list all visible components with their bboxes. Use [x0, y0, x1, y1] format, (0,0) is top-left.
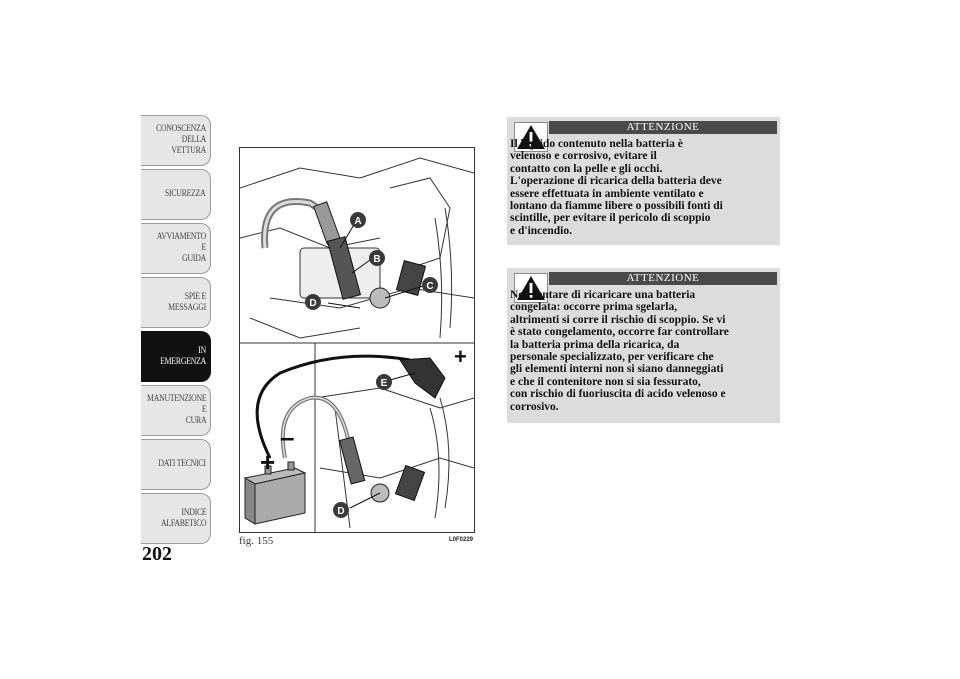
label-d-lower: D — [337, 506, 345, 517]
plus-sign-battery: + — [260, 447, 276, 477]
warning-title: ATTENZIONE — [549, 121, 777, 134]
plus-sign-vehicle: + — [454, 344, 467, 369]
tab-label: CONOSCENZA DELLA VETTURA — [156, 124, 206, 156]
figure-code: L0F0229 — [449, 537, 474, 543]
label-c: C — [426, 281, 434, 292]
label-a: A — [354, 216, 362, 227]
tab-conoscenza-della-vettura[interactable] — [141, 115, 211, 166]
battery-charging-figure — [239, 147, 475, 533]
tab-label: INDICE ALFABETICO — [160, 507, 206, 529]
tab-manutenzione-e-cura[interactable] — [141, 385, 211, 436]
label-e: E — [380, 378, 388, 389]
tab-in-emergenza[interactable] — [141, 331, 211, 382]
tab-dati-tecnici[interactable] — [141, 439, 211, 490]
label-d: D — [309, 298, 317, 309]
tab-label: SICUREZZA — [165, 189, 206, 199]
minus-sign-battery: – — [280, 422, 295, 452]
figure-caption: fig. 155 — [239, 535, 274, 547]
tab-indice-alfabetico[interactable] — [141, 493, 211, 544]
warning-title: ATTENZIONE — [549, 272, 777, 285]
warning-paragraph: Il liquido contenuto nella batteria è velenoso e corrosivo, evitare il contatto con la pelle e gli occhi. L'operazione di ricarica della batteria deve essere effettuata in ambiente ventilato e lontano da fiamme libere o possibili fonti di scintille, per evitare il pericolo di scoppio e d'incendio. — [510, 138, 723, 237]
tab-label: SPIE E MESSAGGI — [168, 291, 206, 313]
warning-paragraph: Non tentare di ricaricare una batteria congelata: occorre prima sgelarla, altrimenti si corre il rischio di scoppio. Se vi è stato congelamento, occorre far controllare la batteria prima della ricarica, da personale specializzato, per verificare che gli elementi interni non si siano danneggiati e che il contenitore non si sia fessurato, con rischio di fuoriuscita di acido velenoso e corrosivo. — [510, 289, 729, 413]
tab-label: MANUTENZIONE E CURA — [146, 394, 206, 426]
warning-box-1 — [507, 117, 780, 245]
tab-spie-e-messaggi[interactable] — [141, 277, 211, 328]
tab-label: IN EMERGENZA — [160, 345, 206, 367]
warning-text — [510, 289, 776, 413]
tab-label: DATI TECNICI — [158, 459, 206, 469]
warning-box-2 — [507, 268, 780, 423]
label-b: B — [373, 254, 381, 265]
page-number: 202 — [142, 543, 172, 565]
battery-illustration — [240, 148, 474, 532]
tab-sicurezza[interactable] — [141, 169, 211, 220]
warning-text — [510, 138, 776, 237]
tab-label: AVVIAMENTO E GUIDA — [156, 232, 206, 264]
tab-avviamento-e-guida[interactable] — [141, 223, 211, 274]
